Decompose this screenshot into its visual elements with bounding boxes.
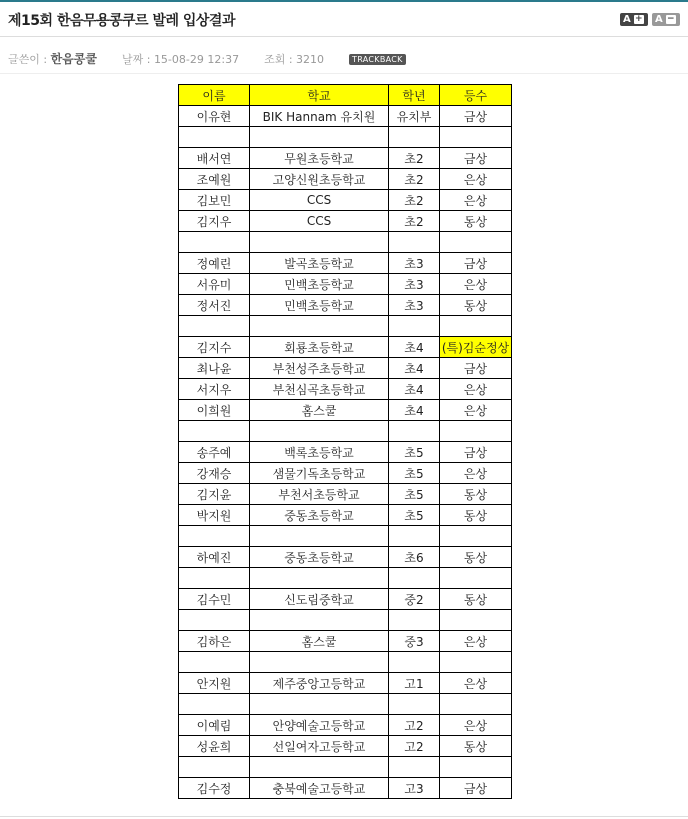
- table-row: [179, 505, 512, 526]
- cell-grade: [389, 757, 440, 778]
- cell-grade: 초3: [389, 295, 440, 316]
- cell-name: 이희원: [179, 400, 250, 421]
- cell-school: [250, 526, 389, 547]
- cell-rank: [440, 232, 512, 253]
- cell-school: 안양예술고등학교: [250, 715, 389, 736]
- date-label: 날짜 :: [121, 53, 151, 66]
- cell-school: 부천심곡초등학교: [250, 379, 389, 400]
- cell-school: BIK Hannam 유치원: [250, 106, 389, 127]
- cell-grade: 중3: [389, 631, 440, 652]
- cell-school: 민백초등학교: [250, 295, 389, 316]
- cell-rank: [440, 652, 512, 673]
- cell-grade: [389, 694, 440, 715]
- table-row: [179, 526, 512, 547]
- cell-rank: 금상: [440, 106, 512, 127]
- cell-school: 고양신원초등학교: [250, 169, 389, 190]
- cell-name: 배서연: [179, 148, 250, 169]
- cell-rank: 은상: [440, 673, 512, 694]
- cell-grade: 중2: [389, 589, 440, 610]
- cell-grade: 초2: [389, 169, 440, 190]
- cell-rank: 동상: [440, 295, 512, 316]
- table-row: [179, 778, 512, 799]
- cell-grade: 초2: [389, 211, 440, 232]
- cell-grade: 초5: [389, 484, 440, 505]
- cell-grade: 초2: [389, 148, 440, 169]
- cell-grade: [389, 526, 440, 547]
- plus-icon: +: [634, 14, 643, 24]
- table-row: [179, 673, 512, 694]
- cell-school: [250, 694, 389, 715]
- cell-name: 하예진: [179, 547, 250, 568]
- table-row: [179, 337, 512, 358]
- cell-grade: [389, 127, 440, 148]
- table-row: [179, 694, 512, 715]
- cell-school: 샘물기독초등학교: [250, 463, 389, 484]
- cell-rank: 동상: [440, 547, 512, 568]
- cell-name: 정예린: [179, 253, 250, 274]
- cell-rank: 금상: [440, 253, 512, 274]
- cell-rank: 금상: [440, 778, 512, 799]
- cell-school: [250, 232, 389, 253]
- cell-grade: 고3: [389, 778, 440, 799]
- cell-rank: 은상: [440, 631, 512, 652]
- table-row: [179, 736, 512, 757]
- cell-school: 홈스쿨: [250, 400, 389, 421]
- cell-grade: 초3: [389, 274, 440, 295]
- table-row: [179, 379, 512, 400]
- font-larger-label: A: [623, 14, 631, 25]
- cell-name: 박지원: [179, 505, 250, 526]
- cell-name: 김수정: [179, 778, 250, 799]
- table-row: [179, 358, 512, 379]
- cell-rank: [440, 568, 512, 589]
- cell-name: 최나윤: [179, 358, 250, 379]
- cell-name: [179, 232, 250, 253]
- table-row: [179, 211, 512, 232]
- cell-grade: [389, 316, 440, 337]
- table-header-row: [179, 85, 512, 106]
- table-row: [179, 400, 512, 421]
- table-row: [179, 253, 512, 274]
- view-count: 3210: [296, 53, 325, 66]
- cell-name: 송주예: [179, 442, 250, 463]
- font-larger-button[interactable]: [620, 13, 648, 26]
- cell-school: [250, 568, 389, 589]
- author-name[interactable]: 한음콩쿨: [50, 52, 97, 66]
- cell-grade: [389, 652, 440, 673]
- cell-rank: 은상: [440, 274, 512, 295]
- post-meta: [8, 50, 406, 67]
- cell-name: [179, 526, 250, 547]
- trackback-button[interactable]: TRACKBACK: [349, 54, 406, 65]
- cell-grade: 초5: [389, 505, 440, 526]
- cell-rank: 은상: [440, 190, 512, 211]
- cell-grade: 초5: [389, 463, 440, 484]
- cell-school: 중동초등학교: [250, 547, 389, 568]
- table-row: [179, 421, 512, 442]
- table-row: [179, 631, 512, 652]
- cell-school: [250, 316, 389, 337]
- cell-rank: [440, 316, 512, 337]
- cell-rank: 동상: [440, 589, 512, 610]
- cell-rank: [440, 526, 512, 547]
- cell-rank: (특)김순정상: [440, 337, 512, 358]
- font-smaller-label: A: [655, 14, 663, 25]
- table-row: [179, 295, 512, 316]
- cell-name: 이유현: [179, 106, 250, 127]
- table-row: [179, 589, 512, 610]
- table-row: [179, 106, 512, 127]
- cell-school: 중동초등학교: [250, 505, 389, 526]
- cell-name: 이예림: [179, 715, 250, 736]
- cell-rank: 동상: [440, 736, 512, 757]
- cell-school: [250, 757, 389, 778]
- cell-rank: 은상: [440, 463, 512, 484]
- cell-grade: 유치부: [389, 106, 440, 127]
- cell-rank: 동상: [440, 211, 512, 232]
- cell-school: 민백초등학교: [250, 274, 389, 295]
- cell-rank: [440, 694, 512, 715]
- cell-grade: 고2: [389, 715, 440, 736]
- table-row: [179, 127, 512, 148]
- table-row: [179, 484, 512, 505]
- table-row: [179, 610, 512, 631]
- table-row: [179, 169, 512, 190]
- cell-school: 백록초등학교: [250, 442, 389, 463]
- views-label: 조회 :: [264, 53, 293, 66]
- cell-rank: [440, 610, 512, 631]
- cell-school: [250, 610, 389, 631]
- cell-grade: 초2: [389, 190, 440, 211]
- cell-rank: [440, 127, 512, 148]
- cell-rank: 동상: [440, 484, 512, 505]
- header-name: 이름: [179, 85, 250, 106]
- cell-rank: 은상: [440, 715, 512, 736]
- cell-grade: 초4: [389, 400, 440, 421]
- cell-grade: 초5: [389, 442, 440, 463]
- cell-grade: 초4: [389, 337, 440, 358]
- table-row: [179, 652, 512, 673]
- cell-school: [250, 421, 389, 442]
- cell-school: CCS: [250, 190, 389, 211]
- cell-name: 성윤희: [179, 736, 250, 757]
- cell-school: 무원초등학교: [250, 148, 389, 169]
- cell-school: 신도림중학교: [250, 589, 389, 610]
- table-row: [179, 442, 512, 463]
- cell-rank: [440, 421, 512, 442]
- cell-name: 김지윤: [179, 484, 250, 505]
- cell-name: [179, 652, 250, 673]
- cell-school: 충북예술고등학교: [250, 778, 389, 799]
- table-row: [179, 190, 512, 211]
- cell-rank: 은상: [440, 400, 512, 421]
- cell-name: 김지우: [179, 211, 250, 232]
- cell-rank: 은상: [440, 169, 512, 190]
- cell-name: 안지원: [179, 673, 250, 694]
- cell-school: 제주중앙고등학교: [250, 673, 389, 694]
- cell-name: [179, 421, 250, 442]
- cell-name: 정서진: [179, 295, 250, 316]
- cell-school: 발곡초등학교: [250, 253, 389, 274]
- table-row: [179, 463, 512, 484]
- cell-name: [179, 316, 250, 337]
- table-row: [179, 148, 512, 169]
- table-row: [179, 568, 512, 589]
- cell-name: 김하은: [179, 631, 250, 652]
- header-rank: 등수: [440, 85, 512, 106]
- title-divider: [0, 36, 688, 37]
- cell-grade: [389, 610, 440, 631]
- cell-grade: 초4: [389, 379, 440, 400]
- cell-grade: [389, 232, 440, 253]
- cell-grade: 고1: [389, 673, 440, 694]
- cell-rank: [440, 757, 512, 778]
- header-school: 학교: [250, 85, 389, 106]
- author-label: 글쓴이 :: [8, 53, 48, 66]
- cell-school: 부천성주초등학교: [250, 358, 389, 379]
- cell-school: 부천서초등학교: [250, 484, 389, 505]
- cell-rank: 금상: [440, 358, 512, 379]
- post-title: 제15회 한음무용콩쿠르 발레 입상결과: [8, 13, 235, 29]
- cell-school: 홈스쿨: [250, 631, 389, 652]
- cell-name: 김지수: [179, 337, 250, 358]
- meta-divider: [0, 73, 688, 74]
- cell-grade: 초6: [389, 547, 440, 568]
- table-row: [179, 715, 512, 736]
- cell-name: 조예원: [179, 169, 250, 190]
- cell-school: CCS: [250, 211, 389, 232]
- cell-name: 서유미: [179, 274, 250, 295]
- cell-grade: [389, 568, 440, 589]
- post-date: 15-08-29 12:37: [153, 53, 240, 66]
- minus-icon: −: [666, 14, 675, 24]
- table-row: [179, 232, 512, 253]
- cell-rank: 금상: [440, 148, 512, 169]
- cell-name: [179, 757, 250, 778]
- cell-name: [179, 127, 250, 148]
- cell-rank: 동상: [440, 505, 512, 526]
- cell-rank: 금상: [440, 442, 512, 463]
- table-row: [179, 757, 512, 778]
- cell-school: [250, 652, 389, 673]
- cell-name: 서지우: [179, 379, 250, 400]
- cell-school: 선일여자고등학교: [250, 736, 389, 757]
- cell-rank: 은상: [440, 379, 512, 400]
- cell-name: [179, 568, 250, 589]
- cell-grade: [389, 421, 440, 442]
- cell-name: 김수민: [179, 589, 250, 610]
- bottom-divider: [0, 816, 688, 817]
- table-row: [179, 274, 512, 295]
- cell-grade: 고2: [389, 736, 440, 757]
- cell-name: [179, 610, 250, 631]
- font-smaller-button[interactable]: [652, 13, 680, 26]
- cell-grade: 초3: [389, 253, 440, 274]
- top-accent-bar: [0, 0, 688, 2]
- header-grade: 학년: [389, 85, 440, 106]
- results-table-body: [179, 106, 512, 799]
- cell-name: [179, 694, 250, 715]
- cell-grade: 초4: [389, 358, 440, 379]
- table-row: [179, 547, 512, 568]
- table-row: [179, 316, 512, 337]
- cell-name: 김보민: [179, 190, 250, 211]
- cell-school: [250, 127, 389, 148]
- cell-name: 강재승: [179, 463, 250, 484]
- results-table: [178, 84, 512, 799]
- cell-school: 회룡초등학교: [250, 337, 389, 358]
